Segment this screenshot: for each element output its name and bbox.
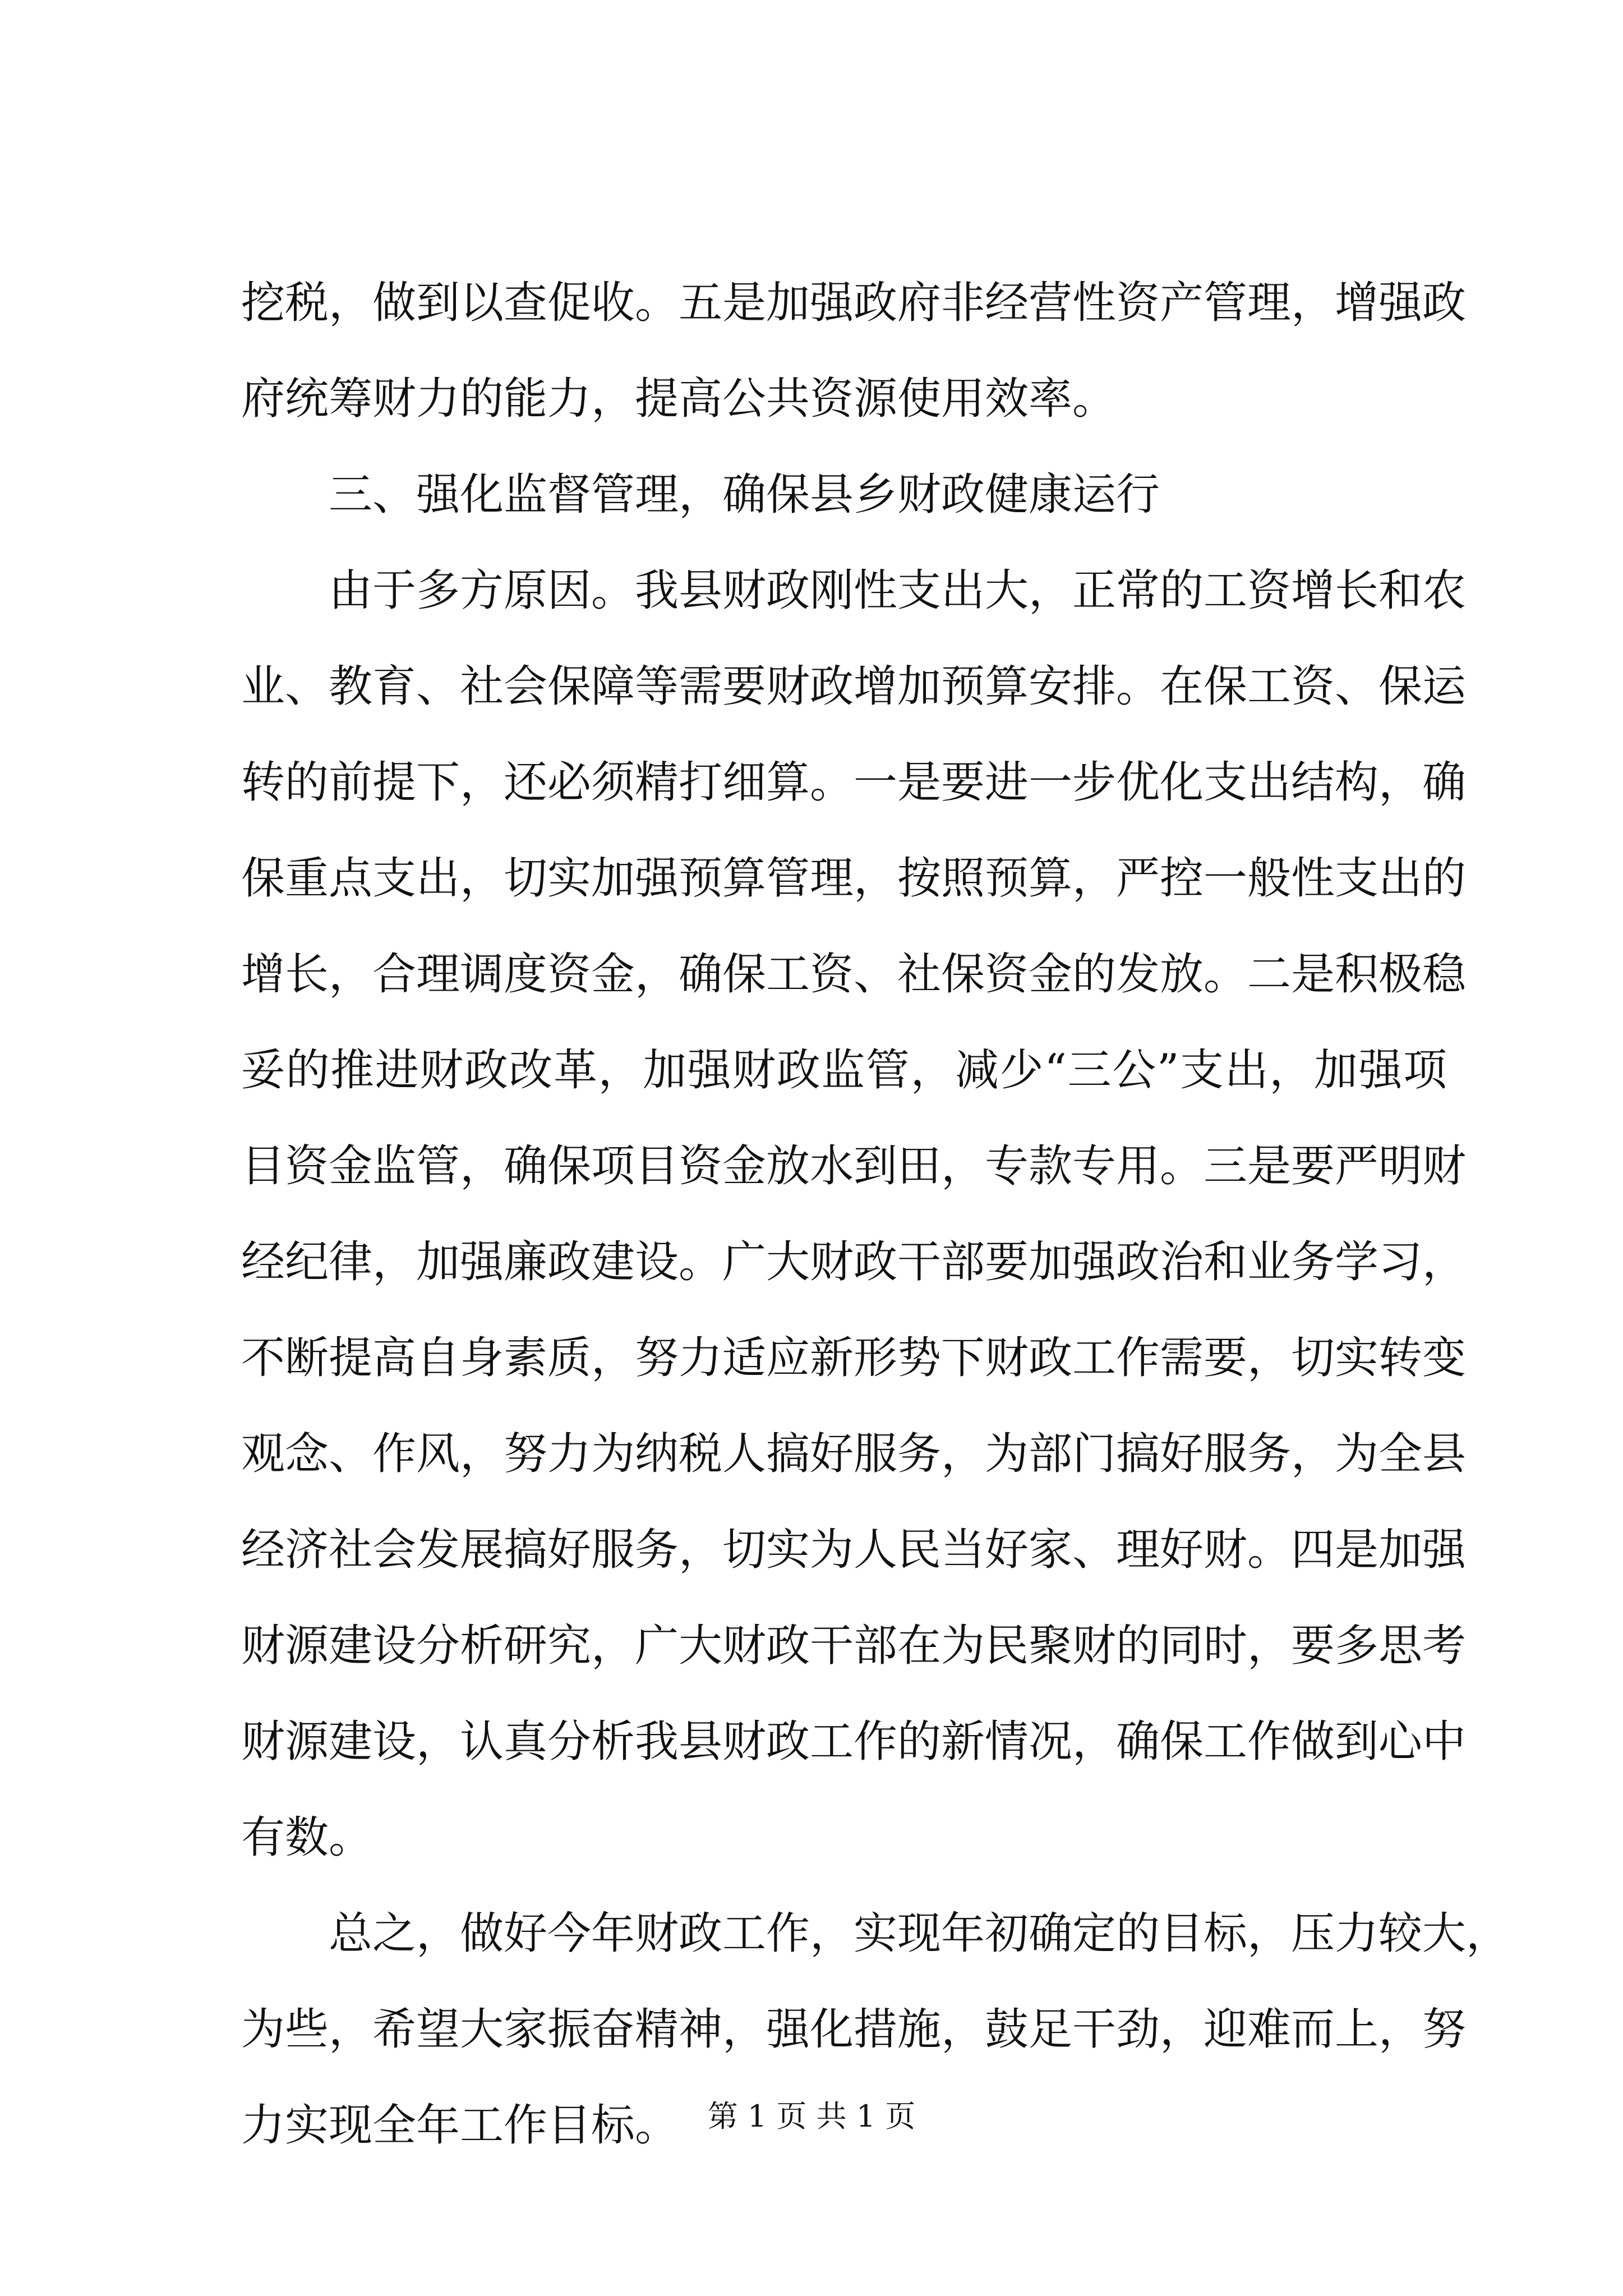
text-line: 府统筹财力的能力，提高公共资源使用效率。 (241, 374, 1117, 424)
text-line: 经济社会发展搞好服务，切实为人民当好家、理好财。四是加强 (241, 1525, 1467, 1575)
page-number-footer: 第 1 页 共 1 页 (707, 2099, 916, 2134)
text-line: 财源建设分析研究，广大财政干部在为民聚财的同时，要多思考 (241, 1621, 1467, 1671)
text-line: 财源建设，认真分析我县财政工作的新情况，确保工作做到心中 (241, 1717, 1467, 1767)
text-line: 由于多方原因。我县财政刚性支出大，正常的工资增长和农 (329, 565, 1467, 616)
text-line: 转的前提下，还必须精打细算。一是要进一步优化支出结构，确 (241, 757, 1467, 808)
text-line: 经纪律，加强廉政建设。广大财政干部要加强政治和业务学习， (241, 1237, 1467, 1287)
text-line: 不断提高自身素质，努力适应新形势下财政工作需要，切实转变 (241, 1333, 1467, 1383)
text-line: 挖税，做到以查促收。五是加强政府非经营性资产管理，增强政 (241, 278, 1467, 328)
text-line: 保重点支出，切实加强预算管理，按照预算，严控一般性支出的 (241, 853, 1467, 904)
text-line: 观念、作风，努力为纳税人搞好服务，为部门搞好服务，为全县 (241, 1429, 1467, 1479)
text-line: 总之，做好今年财政工作，实现年初确定的目标，压力较大， (329, 1908, 1510, 1959)
text-line: 为些，希望大家振奋精神，强化措施，鼓足干劲，迎难而上，努 (241, 2004, 1467, 2055)
text-line: 妥的推进财政改革，加强财政监管，减少“三公”支出，加强项 (241, 1045, 1447, 1096)
document-body (241, 255, 1510, 2174)
text-line: 力实现全年工作目标。 (241, 2100, 679, 2151)
text-line: 增长，合理调度资金，确保工资、社保资金的发放。二是积极稳 (241, 949, 1467, 1000)
text-line: 目资金监管，确保项目资金放水到田，专款专用。三是要严明财 (241, 1141, 1467, 1191)
text-line: 有数。 (241, 1812, 373, 1863)
text-line: 业、教育、社会保障等需要财政增加预算安排。在保工资、保运 (241, 661, 1467, 712)
section-heading: 三、强化监督管理，确保县乡财政健康运行 (329, 470, 1160, 520)
